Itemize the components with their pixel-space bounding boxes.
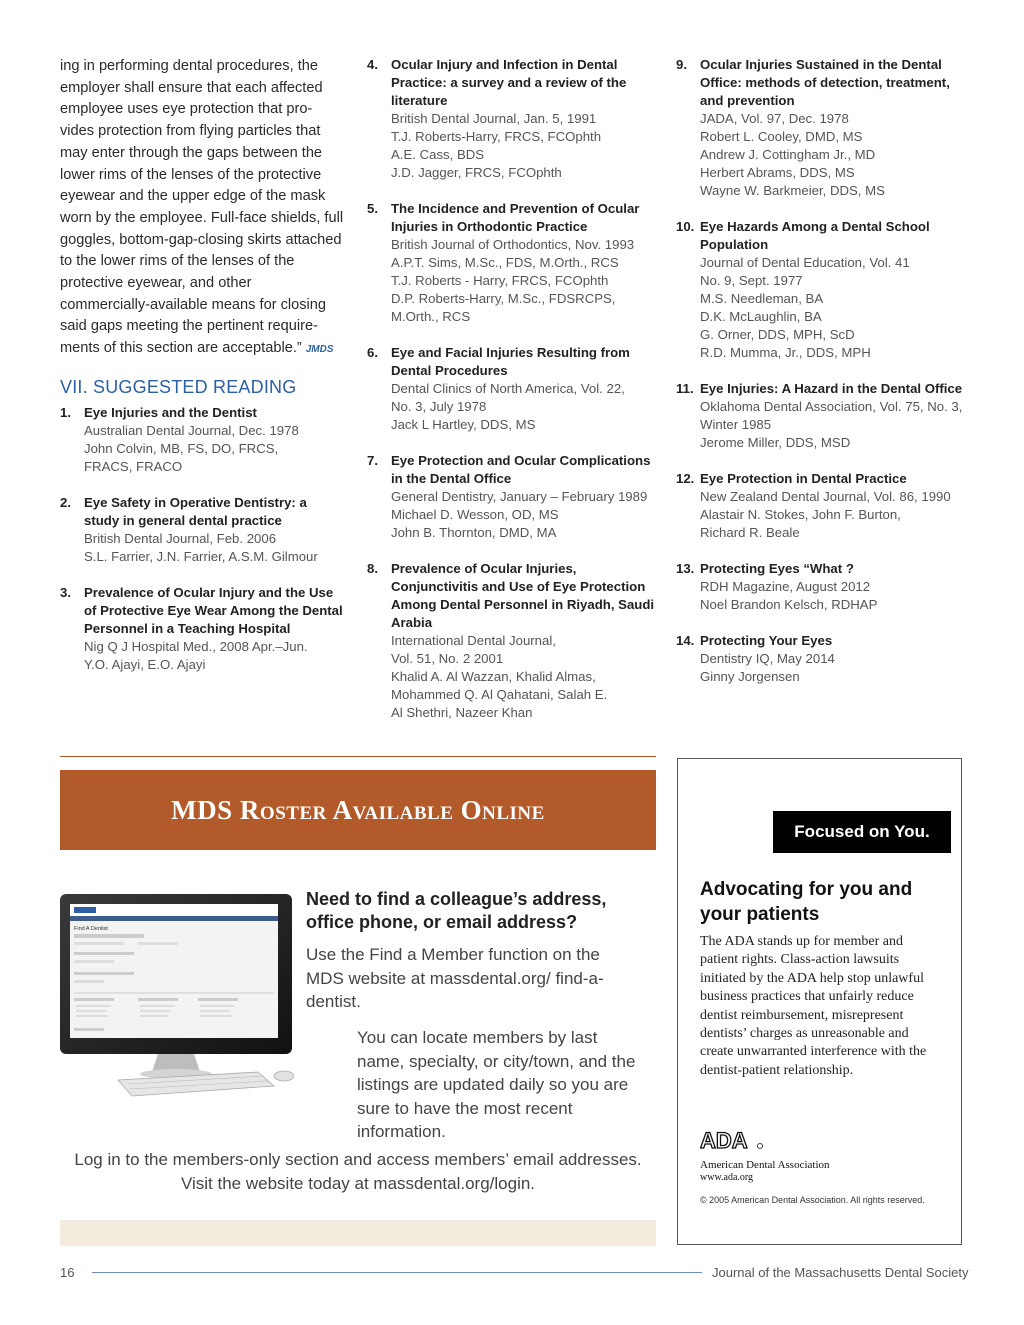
reference-item xyxy=(676,218,976,362)
reference-detail: A.E. Cass, BDS xyxy=(391,147,485,162)
reference-text xyxy=(391,452,662,542)
section-divider xyxy=(60,756,656,757)
reference-number: 1. xyxy=(60,404,71,420)
reference-number: 6. xyxy=(367,345,378,360)
login-line-2: Visit the website today at massdental.org/login. xyxy=(180,1174,536,1193)
reference-detail: Australian Dental Journal, Dec. 1978 xyxy=(84,422,299,438)
roster-question: Need to find a colleague’s address, office phone, or email address? xyxy=(306,889,607,932)
ada-advertisement xyxy=(677,758,962,1245)
reference-list-middle xyxy=(367,56,662,722)
reference-title: Prevalence of Ocular Injuries, Conjunctivitis and Use of Eye Protection Among Dental Personnel in Riyadh, Saudi Arabia xyxy=(391,561,655,630)
reference-text xyxy=(700,380,976,452)
reference-list-right xyxy=(676,56,976,686)
computer-monitor-illustration xyxy=(58,890,294,1100)
reference-text xyxy=(700,632,976,686)
reference-title: Eye Injuries: A Hazard in the Dental Office xyxy=(700,381,963,396)
reference-text xyxy=(391,56,662,182)
reference-list-left xyxy=(60,404,345,674)
reference-detail: A.P.T. Sims, M.Sc., FDS, M.Orth., RCS xyxy=(391,255,619,270)
suggested-reading-heading: VII. SUGGESTED READING xyxy=(60,376,297,397)
reference-detail: Alastair N. Stokes, John F. Burton, xyxy=(700,507,901,522)
reference-item xyxy=(676,632,976,686)
ada-url[interactable]: www.ada.org xyxy=(700,1172,754,1183)
reference-title: Eye Safety in Operative Dentistry: a study in general dental practice xyxy=(84,494,307,528)
ad-body: The ADA stands up for member and patient rights. Class-action lawsuits initiated by the ADA help stop unlawful business practices that unfairly reduce dentist reimbursement, misrepresent dentists’ charges as unreasonable and create unwarranted interference with the dentist-patient relationship. xyxy=(700,934,927,1078)
reference-detail: Herbert Abrams, DDS, MS xyxy=(700,165,855,180)
reference-number: 12. xyxy=(676,471,695,486)
footer-rule xyxy=(92,1272,702,1273)
footer-journal-title: Journal of the Massachusetts Dental Society xyxy=(712,1265,969,1280)
reference-detail: T.J. Roberts - Harry, FRCS, FCOphth xyxy=(391,273,609,288)
reference-detail: T.J. Roberts-Harry, FRCS, FCOphth xyxy=(391,129,602,144)
reference-text xyxy=(391,200,662,326)
reference-number: 3. xyxy=(60,584,71,600)
reference-detail: Al Shethri, Nazeer Khan xyxy=(391,705,533,720)
reference-item xyxy=(60,584,345,674)
intro-paragraph xyxy=(60,56,345,361)
reference-text xyxy=(84,404,345,476)
reference-detail: Mohammed Q. Al Qahatani, Salah E. xyxy=(391,687,608,702)
reference-detail: British Journal of Orthodontics, Nov. 1993 xyxy=(391,237,635,252)
reference-detail: Dentistry IQ, May 2014 xyxy=(700,651,835,666)
reference-detail: Vol. 51, No. 2 2001 xyxy=(391,651,504,666)
roster-banner xyxy=(60,770,656,850)
reference-detail: Jack L Hartley, DDS, MS xyxy=(391,417,536,432)
reference-title: The Incidence and Prevention of Ocular Injuries in Orthodontic Practice xyxy=(391,201,640,234)
reference-number: 8. xyxy=(367,561,378,576)
reference-text xyxy=(84,584,345,674)
reference-detail: New Zealand Dental Journal, Vol. 86, 1990 xyxy=(700,489,951,504)
reference-detail: M.Orth., RCS xyxy=(391,309,471,324)
screen-title: Find A Dentist xyxy=(74,926,108,932)
jmds-signoff: JMDS xyxy=(305,344,334,356)
reference-detail: R.D. Mumma, Jr., DDS, MPH xyxy=(700,345,871,360)
reference-detail: Noel Brandon Kelsch, RDHAP xyxy=(700,597,878,612)
focused-tagline: Focused on You. xyxy=(773,811,951,853)
reference-number: 2. xyxy=(60,494,71,510)
reference-detail: British Dental Journal, Feb. 2006 xyxy=(84,530,277,546)
beige-bar xyxy=(60,1220,656,1246)
reference-detail: Wayne W. Barkmeier, DDS, MS xyxy=(700,183,885,198)
reference-title: Ocular Injury and Infection in Dental Practice: a survey and a review of the literature xyxy=(391,57,627,108)
intro-text: ing in performing dental procedures, the employer shall ensure that each affected employee uses eye protection that pro-vides protection from flying particles that may enter through the gaps between the lower rims of the lenses of the protective eyewear and the upper edge of the mask worn by the employee. Full-face shields, full goggles, bottom-gap-closing skirts attached to the lower rims of the lenses of the protective eyewear, and other commercially-available means for closing said gaps meeting the pertinent require-ments of this section are acceptable.” xyxy=(60,58,344,357)
reference-detail: D.K. McLaughlin, BA xyxy=(700,309,822,324)
reference-item xyxy=(60,494,345,566)
reference-text xyxy=(84,494,345,566)
reference-detail: Khalid A. Al Wazzan, Khalid Almas, xyxy=(391,669,596,684)
reference-detail: No. 3, July 1978 xyxy=(391,399,487,414)
column-right xyxy=(676,56,976,704)
reference-detail: Journal of Dental Education, Vol. 41 xyxy=(700,255,910,270)
reference-detail: S.L. Farrier, J.N. Farrier, A.S.M. Gilmour xyxy=(84,548,318,564)
reference-detail: Andrew J. Cottingham Jr., MD xyxy=(700,147,876,162)
reference-item xyxy=(367,452,662,542)
reference-title: Eye Protection in Dental Practice xyxy=(700,471,907,486)
reference-title: Protecting Your Eyes xyxy=(700,633,833,648)
reference-text xyxy=(391,560,662,722)
reference-detail: Jerome Miller, DDS, MSD xyxy=(700,435,851,450)
reference-detail: JADA, Vol. 97, Dec. 1978 xyxy=(700,111,849,126)
reference-detail: Winter 1985 xyxy=(700,417,772,432)
reference-detail: No. 9, Sept. 1977 xyxy=(700,273,803,288)
ada-logo-text: ADA xyxy=(700,1128,748,1152)
roster-paragraph-2: You can locate members by last name, specialty, or city/town, and the listings are updated daily so you are sure to have the most recent information. xyxy=(357,1028,636,1141)
reference-title: Eye Hazards Among a Dental School Population xyxy=(700,219,930,252)
reference-detail: Michael D. Wesson, OD, MS xyxy=(391,507,559,522)
reference-item xyxy=(676,470,976,542)
reference-text xyxy=(700,560,976,614)
roster-paragraph-1: Use the Find a Member function on the MDS website at massdental.org/ find-a-dentist. xyxy=(306,945,604,1011)
reference-number: 13. xyxy=(676,561,695,576)
login-line-1: Log in to the members-only section and access members’ email addresses. xyxy=(74,1150,642,1169)
reference-detail: J.D. Jagger, FRCS, FCOphth xyxy=(391,165,562,180)
reference-number: 5. xyxy=(367,201,378,216)
reference-title: Eye Protection and Ocular Complications in the Dental Office xyxy=(391,453,651,486)
reference-detail: John Colvin, MB, FS, DO, FRCS, xyxy=(84,440,279,456)
reference-text xyxy=(700,470,976,542)
ada-org-name: American Dental Association xyxy=(700,1159,830,1171)
ad-heading: Advocating for you and your patients xyxy=(700,879,913,925)
reference-detail: Nig Q J Hospital Med., 2008 Apr.–Jun. xyxy=(84,638,308,654)
column-left xyxy=(60,56,345,692)
reference-detail: British Dental Journal, Jan. 5, 1991 xyxy=(391,111,597,126)
ada-logo xyxy=(700,1128,770,1152)
reference-item xyxy=(676,560,976,614)
reference-item xyxy=(367,200,662,326)
reference-detail: Ginny Jorgensen xyxy=(700,669,800,684)
column-middle xyxy=(367,56,662,740)
reference-text xyxy=(391,344,662,434)
reference-item xyxy=(60,404,345,476)
roster-paragraph-3 xyxy=(60,1148,656,1196)
reference-detail: M.S. Needleman, BA xyxy=(700,291,824,306)
reference-text xyxy=(700,56,976,200)
reference-number: 11. xyxy=(676,381,694,396)
reference-item xyxy=(367,56,662,182)
reference-detail: Oklahoma Dental Association, Vol. 75, No. 3, xyxy=(700,399,963,414)
reference-detail: General Dentistry, January – February 1989 xyxy=(391,489,648,504)
reference-detail: Y.O. Ajayi, E.O. Ajayi xyxy=(84,656,206,672)
reference-title: Protecting Eyes “What ? xyxy=(700,561,854,576)
reference-detail: Dental Clinics of North America, Vol. 22, xyxy=(391,381,625,396)
ada-copyright: © 2005 American Dental Association. All rights reserved. xyxy=(700,1195,925,1205)
reference-item xyxy=(367,560,662,722)
reference-detail: D.P. Roberts-Harry, M.Sc., FDSRCPS, xyxy=(391,291,616,306)
reference-title: Eye Injuries and the Dentist xyxy=(84,404,257,420)
reference-title: Prevalence of Ocular Injury and the Use of Protective Eye Wear Among the Dental Personnel in a Teaching Hospital xyxy=(84,584,343,636)
reference-number: 7. xyxy=(367,453,378,468)
reference-number: 4. xyxy=(367,57,378,72)
reference-detail: FRACS, FRACO xyxy=(84,458,183,474)
reference-item xyxy=(676,380,976,452)
reference-item xyxy=(367,344,662,434)
roster-banner-title: MDS Roster Available Online xyxy=(171,794,545,825)
reference-detail: Richard R. Beale xyxy=(700,525,800,540)
reference-title: Eye and Facial Injuries Resulting from Dental Procedures xyxy=(391,345,630,378)
reference-detail: RDH Magazine, August 2012 xyxy=(700,579,871,594)
reference-number: 14. xyxy=(676,633,695,648)
reference-title: Ocular Injuries Sustained in the Dental Office: methods of detection, treatment, and prevention xyxy=(700,57,950,108)
reference-number: 10. xyxy=(676,219,695,234)
reference-detail: Robert L. Cooley, DMD, MS xyxy=(700,129,863,144)
reference-number: 9. xyxy=(676,57,687,72)
reference-text xyxy=(700,218,976,362)
page-number: 16 xyxy=(60,1265,75,1280)
reference-item xyxy=(676,56,976,200)
reference-detail: John B. Thornton, DMD, MA xyxy=(391,525,557,540)
reference-detail: G. Orner, DDS, MPH, ScD xyxy=(700,327,855,342)
reference-detail: International Dental Journal, xyxy=(391,633,556,648)
